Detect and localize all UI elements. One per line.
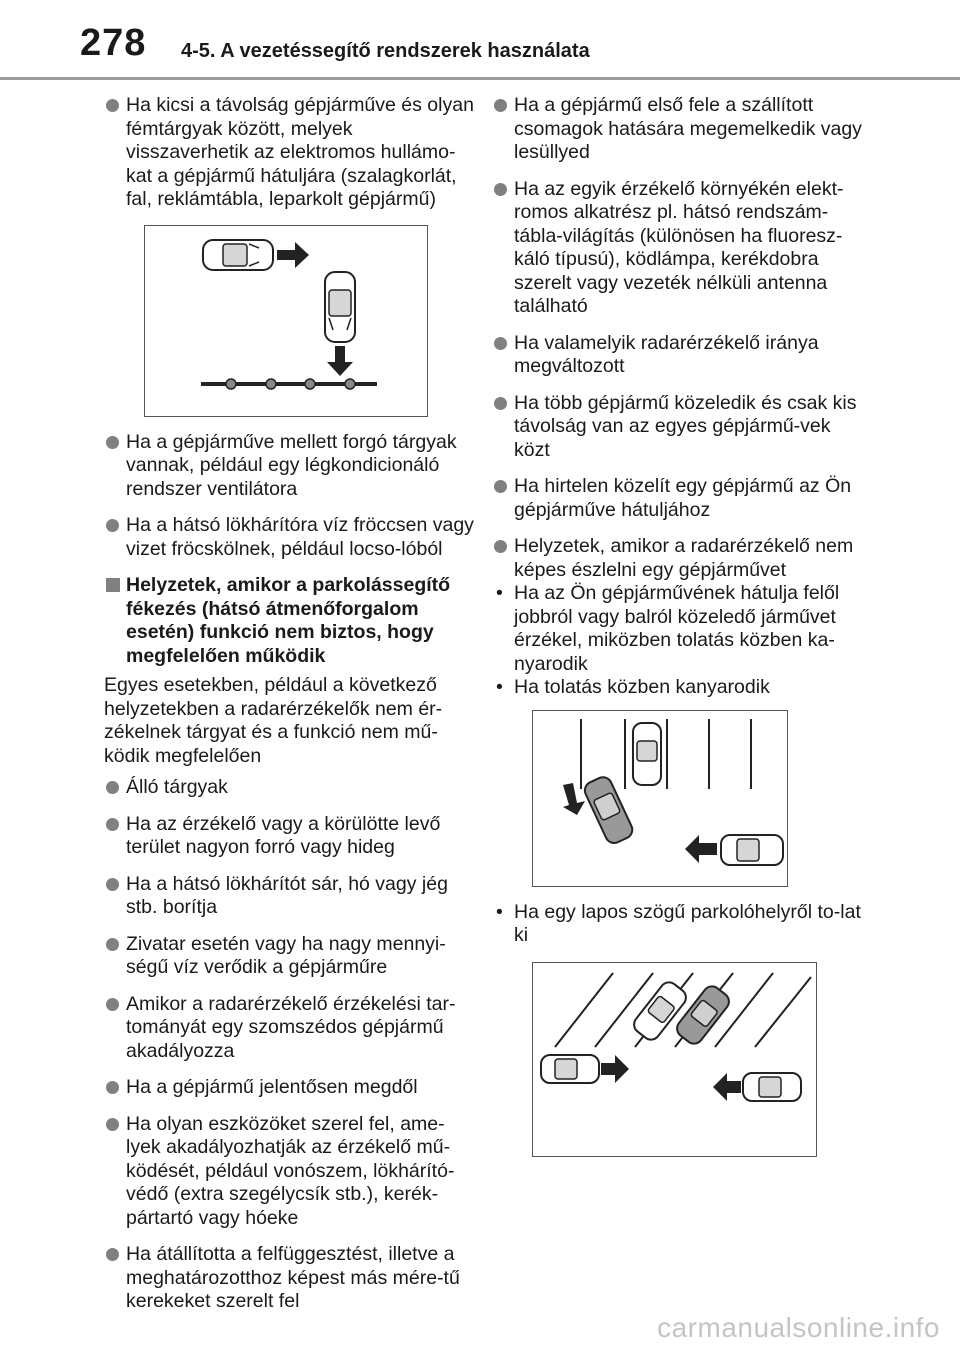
dash-bullet-icon: • [496, 900, 503, 923]
angled-parking-illustration [533, 963, 816, 1156]
right-column [492, 94, 864, 1157]
arrow-right-icon [601, 1055, 629, 1083]
bullet-dot-icon [106, 519, 119, 532]
bullet-dot-icon [494, 480, 507, 493]
reverse-turning-illustration [533, 711, 787, 886]
dash-item [492, 676, 864, 700]
list-item [104, 813, 476, 860]
guardrail-illustration [145, 226, 427, 416]
bullet-dot-icon [494, 397, 507, 410]
list-item-text: Ha több gépjármű közeledik és csak kis távolság van az egyes gépjármű-vek közt [514, 391, 857, 461]
list-item-text: Ha kicsi a távolság gépjárműve és olyan fémtárgyak között, melyek visszaverhetik az elektromos hullámo-kat a gépjármű hátuljára (szalagkorlát, fal, reklámtábla, leparkolt gépjármű) [126, 94, 474, 210]
list-item [104, 1243, 476, 1314]
dash-item-text: Ha tolatás közben kanyarodik [514, 676, 770, 698]
dash-item [492, 901, 864, 948]
section-heading [104, 574, 476, 668]
list-item [104, 94, 476, 212]
list-item [104, 873, 476, 920]
list-item-text: Ha valamelyik radarérzékelő iránya megváltozott [514, 331, 819, 377]
list-item [492, 392, 864, 463]
arrow-left-icon [685, 835, 717, 863]
list-item-text: Helyzetek, amikor a radarérzékelő nem képes észlelni egy gépjárművet [514, 535, 854, 581]
chapter-title: 4-5. A vezetéssegítő rendszerek használata [181, 40, 590, 62]
dash-item-text: Ha egy lapos szögű parkolóhelyről to-lat ki [514, 900, 861, 946]
list-item [492, 94, 864, 165]
arrow-down-icon [327, 346, 353, 376]
page-header [0, 0, 960, 80]
bullet-dot-icon [494, 99, 507, 112]
list-item-text: Álló tárgyak [126, 776, 228, 798]
list-item [104, 993, 476, 1064]
car-icon [325, 272, 355, 342]
section-heading-text: Helyzetek, amikor a parkolássegítő fékezés (hátsó átmenőforgalom esetén) funkció nem biztos, hogy megfelelően működik [126, 574, 451, 667]
bullet-dot-icon [106, 99, 119, 112]
list-item [104, 1076, 476, 1100]
list-item-text: Ha az érzékelő vagy a körülötte levő terület nagyon forró vagy hideg [126, 812, 441, 858]
car-icon [541, 1055, 599, 1083]
dash-bullet-icon: • [496, 676, 503, 698]
bullet-dot-icon [106, 1118, 119, 1131]
bullet-dot-icon [106, 878, 119, 891]
list-item-text: Ha a gépjármű jelentősen megdől [126, 1076, 418, 1098]
bullet-dot-icon [106, 781, 119, 794]
watermark: carmanualsonline.info [657, 1312, 940, 1343]
list-item-text: Ha a hátsó lökhárítót sár, hó vagy jég stb. borítja [126, 872, 448, 918]
left-column [104, 94, 476, 1327]
car-icon [203, 240, 273, 270]
dash-item [492, 582, 864, 676]
bullet-dot-icon [106, 1248, 119, 1261]
list-item [104, 776, 476, 800]
list-item [492, 332, 864, 379]
dash-item-text: Ha az Ön gépjárművének hátulja felől jobbról vagy balról közeledő járművet érzékel, miközben tolatás közben ka-nyarodik [514, 582, 840, 675]
header-divider [0, 77, 960, 80]
figure-angled-parking [532, 962, 817, 1157]
car-icon [743, 1073, 801, 1101]
list-item-text: Ha az egyik érzékelő környékén elekt-romos alkatrész pl. hátsó rendszám-tábla-világítás (különösen ha fluoresz-káló típusú), ködlámpa, kerékdobra szerelt vagy vezeték nélküli antenna található [514, 177, 844, 317]
list-item-text: Zivatar esetén vagy ha nagy mennyi-ségű víz verődik a gépjárműre [126, 932, 446, 978]
arrow-left-icon [713, 1073, 741, 1101]
list-item-text: Ha hirtelen közelít egy gépjármű az Ön gépjárművе hátuljához [514, 475, 852, 521]
page-number: 278 [80, 22, 147, 64]
bullet-dot-icon [494, 540, 507, 553]
list-item [104, 1113, 476, 1231]
car-icon [582, 774, 635, 846]
dash-bullet-icon: • [496, 582, 503, 604]
figure-guardrail-reflection [144, 225, 428, 417]
figure-reverse-turning [532, 710, 788, 887]
list-item-text: Ha a gépjármű első fele a szállított csomagok hatására megemelkedik vagy lesüllyed [514, 94, 862, 163]
list-item [104, 431, 476, 502]
bullet-dot-icon [106, 1081, 119, 1094]
bullet-dot-icon [106, 998, 119, 1011]
list-item [492, 178, 864, 319]
list-item-text: Ha olyan eszközöket szerel fel, ame-lyek akadályozhatják az érzékelő mű-ködését, például vonószem, lökhárító-védő (extra szegélycsík stb.), kerék-pártartó vagy hóeke [126, 1112, 455, 1229]
list-item-text: Amikor a radarérzékelő érzékelési tar-tományát egy szomszédos gépjármű akadályozza [126, 992, 456, 1062]
list-item-text: Ha a hátsó lökhárítóra víz fröccsen vagy vizet fröcskölnek, például locso-lóból [126, 514, 474, 560]
list-item [492, 475, 864, 522]
list-item [104, 514, 476, 561]
bullet-dot-icon [494, 183, 507, 196]
car-icon [721, 835, 783, 865]
arrow-right-icon [277, 242, 309, 268]
section-intro: Egyes esetekben, például a következő helyzetekben a radarérzékelők nem ér-zékelnek tárgyat és a funkció nem mű-ködik megfelelően [104, 674, 443, 767]
list-item-text: Ha a gépjárműve mellett forgó tárgyak vannak, például egy légkondicionáló rendszer ventilátora [126, 430, 457, 500]
bullet-dot-icon [106, 938, 119, 951]
list-item [104, 933, 476, 980]
section-square-icon [106, 578, 120, 592]
list-item-text: Ha átállította a felfüggesztést, illetve a meghatározotthoz képest más mére-tű kerekeket szerelt fel [126, 1243, 460, 1312]
list-item [492, 535, 864, 582]
car-icon [633, 723, 661, 785]
bullet-dot-icon [494, 337, 507, 350]
bullet-dot-icon [106, 436, 119, 449]
bullet-dot-icon [106, 818, 119, 831]
